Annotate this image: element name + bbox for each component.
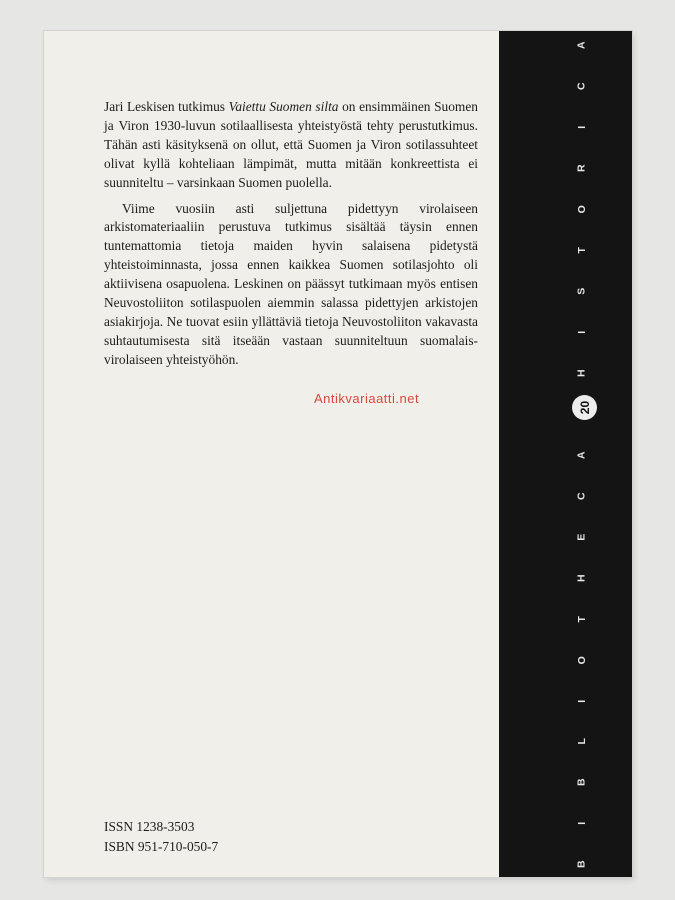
series-letter: C: [575, 82, 588, 91]
series-letter: O: [575, 205, 588, 214]
series-letter: H: [575, 574, 588, 582]
blurb-paragraph-2: Viime vuosiin asti suljettuna pidettyyn virolaiseen arkistomateriaaliin perustuva tutkimus sisältää täysin ennen tuntemattomia tietoja maiden hyvin salaisena pidetystä yhteistoiminnasta, jossa ennen kaikkea Suomen sotilasjohto oli aktiivisena osapuolena. Leskinen on päässyt tutkimaan myös entisen Neuvostoliiton sotilaspuolen aiemmin salassa pidettyjen arkistojen asiakirjoja. Ne tuovat esiin yllättäviä tietoja Neuvostoliiton vakavasta suhtautumisesta sitä itseään vastaan suunniteltuun suomalais-virolaiseen yhteistyöhön.: [104, 200, 478, 367]
series-letter: T: [575, 246, 588, 254]
series-number-badge: [572, 395, 597, 420]
series-letter: I: [575, 330, 588, 334]
series-band: [499, 31, 632, 877]
series-letter: A: [575, 41, 588, 50]
series-letter: I: [575, 699, 588, 703]
series-letter: B: [575, 778, 588, 787]
blurb-text: on ensimmäinen Suomen ja Viron 1930-luvun sotilaallisesta yhteistyöstä tehty perustutkimus. Tähän asti käsityksenä on ollut, että Suomen ja Viron sotilassuhteet olivat kyllä kohteliaan lämpimät, mutta mitään konkreettista ei suunniteltu – varsinkaan Suomen puolella.: [104, 99, 478, 190]
watermark: Antikvariaatti.net: [314, 391, 420, 406]
series-letter: E: [575, 533, 588, 541]
series-letter: S: [575, 287, 588, 295]
series-letter: T: [575, 615, 588, 623]
series-letter: B: [575, 860, 588, 869]
book-title-italic: Vaiettu Suomen silta: [228, 99, 339, 114]
publication-codes: [104, 817, 218, 857]
blurb-author-text: Jari Leskisen tutkimus: [104, 99, 229, 114]
series-number: 20: [577, 400, 592, 415]
series-letter: L: [575, 738, 588, 745]
isbn-code: ISBN 951-710-050-7: [104, 839, 219, 854]
series-letter: I: [575, 125, 588, 129]
series-letter: O: [575, 655, 588, 664]
back-cover-blurb: [104, 98, 478, 370]
series-letter: I: [575, 822, 588, 826]
blurb-paragraph-1: [104, 98, 478, 193]
series-letter: A: [575, 451, 588, 459]
series-letter: H: [575, 369, 588, 377]
series-letter: C: [575, 492, 588, 500]
series-name-vertical: [567, 40, 597, 870]
series-letter: R: [575, 164, 588, 172]
issn-code: ISSN 1238-3503: [104, 819, 195, 834]
